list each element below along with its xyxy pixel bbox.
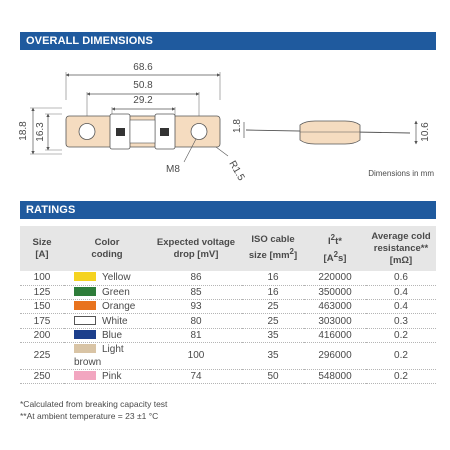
color-swatch [74,287,96,296]
cell-iso-cable: 16 [242,285,304,299]
cell-resistance: 0.2 [366,369,436,383]
cell-iso-cable: 50 [242,369,304,383]
col-iso-cable: ISO cable size $[mm^2]$ [242,226,304,271]
cell-voltage-drop: 85 [150,285,242,299]
cell-iso-cable: 25 [242,314,304,328]
color-swatch [74,316,96,325]
cell-color: Light brown [64,342,150,369]
cell-color: Green [64,285,150,299]
cell-iso-cable: 35 [242,328,304,342]
cell-resistance: 0.2 [366,342,436,369]
dim-label-50-8: 50.8 [133,80,153,91]
dim-label-18-8: 18.8 [18,121,29,141]
color-swatch [74,344,96,353]
color-swatch [74,330,96,339]
table-row [20,369,436,383]
overall-dimensions-header: OVERALL DIMENSIONS [20,32,436,50]
dim-label-16-3: 16.3 [35,122,46,142]
side-body [300,121,360,144]
cell-color: Orange [64,300,150,314]
cell-size: 200 [20,328,64,342]
fuse-clip-left [116,128,125,136]
ratings-header: RATINGS [20,201,436,219]
footnotes [20,399,167,422]
fuse-window [130,120,155,143]
table-row [20,271,436,285]
table-header-row [20,226,436,271]
cell-iso-cable: 35 [242,342,304,369]
cell-voltage-drop: 93 [150,300,242,314]
cell-voltage-drop: 81 [150,328,242,342]
col-voltage-drop: Expected voltage drop [mV] [150,226,242,271]
fuse-top-view [66,114,220,149]
cell-i2t: 548000 [304,369,366,383]
table-row [20,314,436,328]
dim-label-29-2: 29.2 [133,95,153,106]
col-color: Color coding [64,226,150,271]
units-note: Dimensions in mm [368,169,434,178]
dim-label-r1-5: R1.5 [226,159,247,183]
color-swatch [74,301,96,310]
color-swatch [74,371,96,380]
cell-resistance: 0.4 [366,285,436,299]
ratings-table [20,226,436,384]
cell-iso-cable: 16 [242,271,304,285]
cell-voltage-drop: 100 [150,342,242,369]
cell-i2t: 416000 [304,328,366,342]
table-row [20,342,436,369]
dim-label-68-6: 68.6 [133,62,153,73]
cell-size: 150 [20,300,64,314]
cell-size: 225 [20,342,64,369]
cell-color: Yellow [64,271,150,285]
cell-resistance: 0.3 [366,314,436,328]
leader-r1-5 [216,147,228,156]
cell-resistance: 0.6 [366,271,436,285]
cell-size: 250 [20,369,64,383]
cell-i2t: 220000 [304,271,366,285]
cell-i2t: 463000 [304,300,366,314]
cell-iso-cable: 25 [242,300,304,314]
cell-resistance: 0.2 [366,328,436,342]
color-swatch [74,272,96,281]
footnote-breaking-capacity: *Calculated from breaking capacity test [20,399,168,409]
mounting-hole-right [191,124,207,140]
fuse-clip-right [160,128,169,136]
col-i2t: $I^2t*$ $[A^2s]$ [304,226,366,271]
col-size: Size [A] [20,226,64,271]
dim-label-m8: M8 [166,164,180,175]
cell-voltage-drop: 86 [150,271,242,285]
cell-color: White [64,314,150,328]
table-row [20,285,436,299]
cell-resistance: 0.4 [366,300,436,314]
cell-size: 175 [20,314,64,328]
cell-i2t: 350000 [304,285,366,299]
cell-color: Blue [64,328,150,342]
table-row [20,300,436,314]
cell-i2t: 296000 [304,342,366,369]
footnote-ambient-temperature: **At ambient temperature = 23 ±1 °C [20,410,159,421]
mounting-hole-left [79,124,95,140]
dim-label-10-6: 10.6 [420,122,431,142]
fuse-side-view [244,121,416,144]
cell-size: 100 [20,271,64,285]
dim-label-1-8: 1.8 [232,119,243,133]
col-resistance: Average cold resistance** [mΩ] [366,226,436,271]
cell-color: Pink [64,369,150,383]
cell-size: 125 [20,285,64,299]
table-row [20,328,436,342]
cell-voltage-drop: 74 [150,369,242,383]
cell-i2t: 303000 [304,314,366,328]
cell-voltage-drop: 80 [150,314,242,328]
